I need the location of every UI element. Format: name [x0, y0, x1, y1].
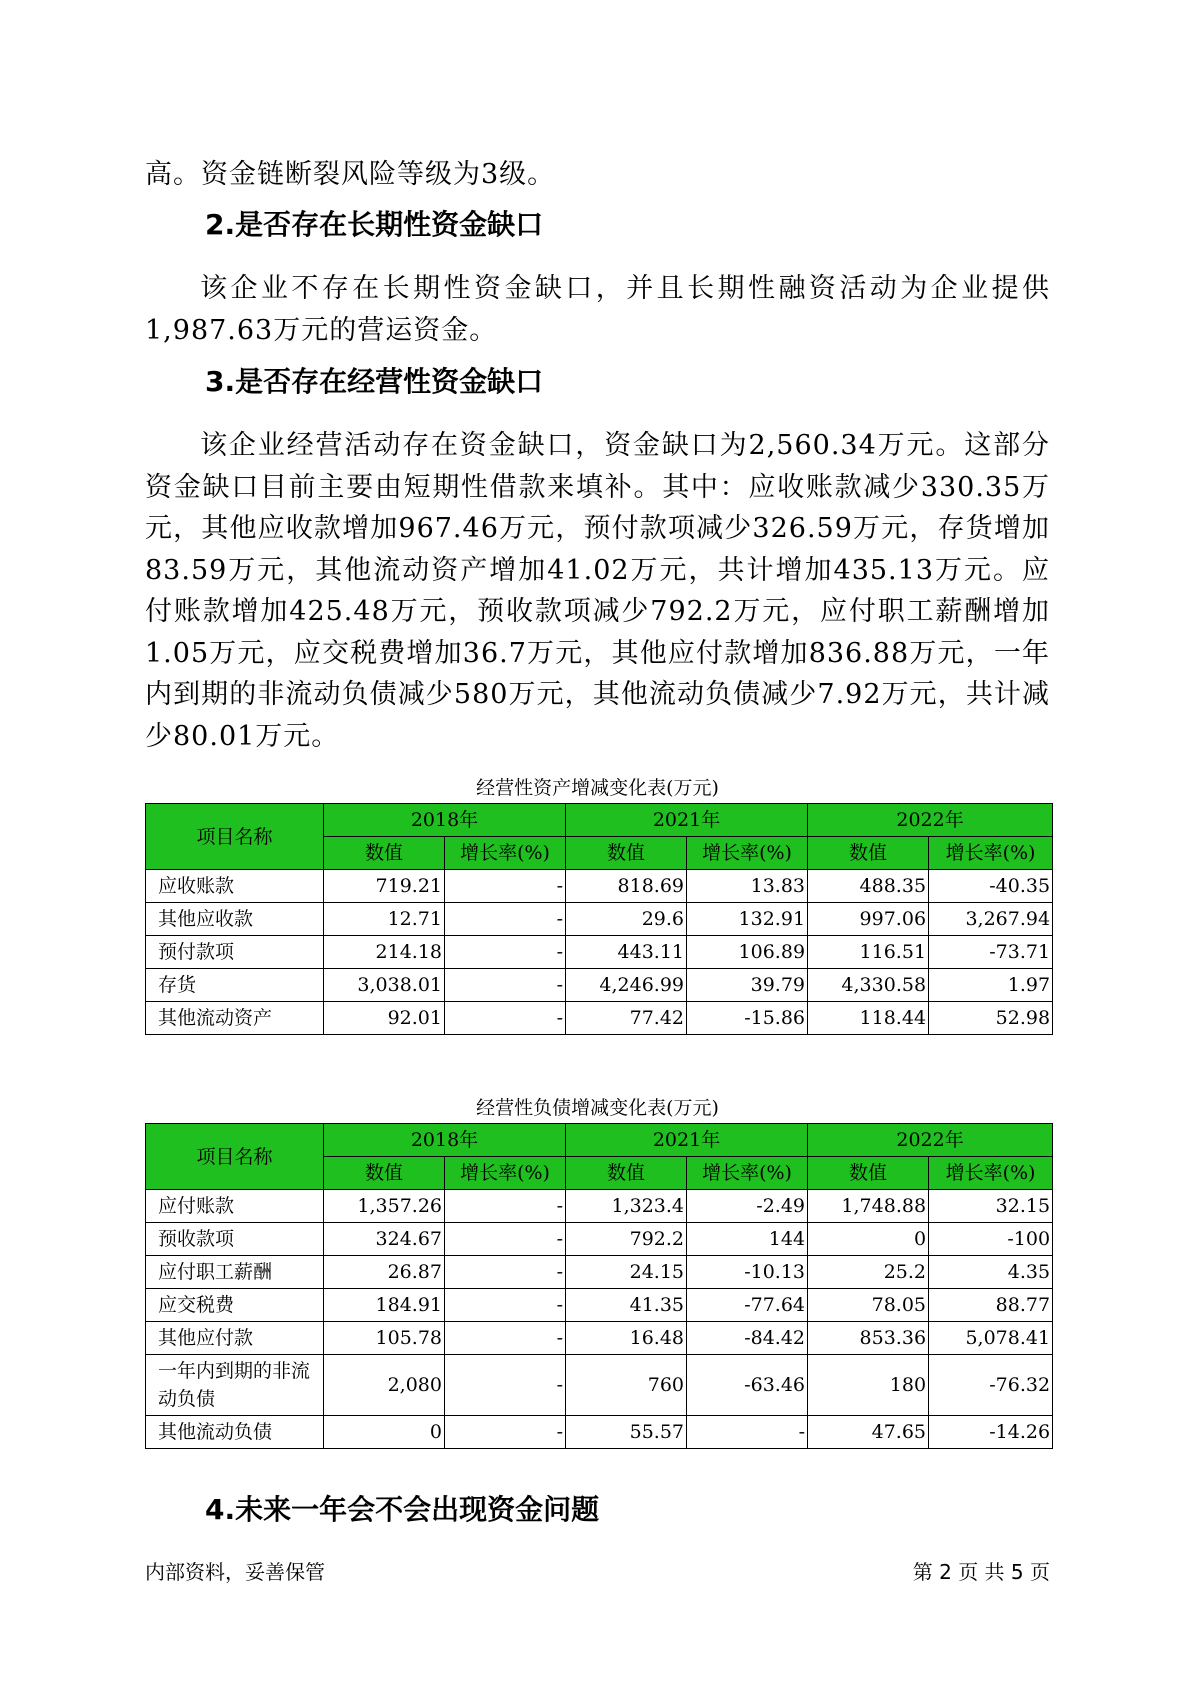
operating-assets-table — [145, 803, 1053, 1035]
value-2022: 0 — [808, 1223, 929, 1256]
growth-2018: - — [445, 1289, 566, 1322]
growth-2021: 106.89 — [687, 936, 808, 969]
value-2021: 55.57 — [566, 1416, 687, 1449]
growth-2018: - — [445, 1002, 566, 1035]
paragraph-operating-gap: 该企业经营活动存在资金缺口，资金缺口为2,560.34万元。这部分资金缺口目前主要由短期性借款来填补。其中：应收账款减少330.35万元，其他应收款增加967.46万元，预付款项减少326.59万元，存货增加83.59万元，其他流动资产增加41.02万元，共计增加435.13万元。应付账款增加425.48万元，预收款项减少792.2万元，应付职工薪酬增加1.05万元，应交税费增加36.7万元，其他应付款增加836.88万元，一年内到期的非流动负债减少580万元，其他流动负债减少7.92万元，共计减少80.01万元。 — [145, 430, 1050, 752]
table-row — [146, 903, 1053, 936]
table-row — [146, 1289, 1053, 1322]
year-header-2022: 2022年 — [808, 1124, 1053, 1157]
footer-confidential-note: 内部资料，妥善保管 — [145, 1560, 325, 1584]
growth-2021: -10.13 — [687, 1256, 808, 1289]
operating-liabilities-table — [145, 1123, 1053, 1449]
row-name: 其他应付款 — [146, 1322, 324, 1355]
growth-2021: -2.49 — [687, 1190, 808, 1223]
row-name: 一年内到期的非流动负债 — [146, 1355, 324, 1416]
growth-2022: 88.77 — [929, 1289, 1053, 1322]
row-name: 预收款项 — [146, 1223, 324, 1256]
value-2018: 12.71 — [324, 903, 445, 936]
growth-2022: -40.35 — [929, 870, 1053, 903]
value-2018: 2,080 — [324, 1355, 445, 1416]
growth-header: 增长率(%) — [687, 1157, 808, 1190]
growth-2018: - — [445, 1223, 566, 1256]
heading-future-funding: 4.未来一年会不会出现资金问题 — [205, 1493, 600, 1526]
value-2022: 1,748.88 — [808, 1190, 929, 1223]
value-2021: 443.11 — [566, 936, 687, 969]
value-2022: 853.36 — [808, 1322, 929, 1355]
value-2018: 92.01 — [324, 1002, 445, 1035]
value-2022: 4,330.58 — [808, 969, 929, 1002]
growth-header: 增长率(%) — [445, 1157, 566, 1190]
row-name: 存货 — [146, 969, 324, 1002]
row-name: 其他应收款 — [146, 903, 324, 936]
row-name: 应交税费 — [146, 1289, 324, 1322]
growth-2018: - — [445, 1355, 566, 1416]
growth-2022: 52.98 — [929, 1002, 1053, 1035]
value-header: 数值 — [324, 1157, 445, 1190]
table-row — [146, 1355, 1053, 1416]
growth-2021: 13.83 — [687, 870, 808, 903]
growth-header: 增长率(%) — [687, 837, 808, 870]
growth-2021: -15.86 — [687, 1002, 808, 1035]
growth-header: 增长率(%) — [929, 1157, 1053, 1190]
growth-2018: - — [445, 969, 566, 1002]
value-2021: 792.2 — [566, 1223, 687, 1256]
value-2018: 184.91 — [324, 1289, 445, 1322]
table-assets-caption: 经营性资产增减变化表(万元) — [476, 777, 719, 799]
table-row — [146, 1256, 1053, 1289]
growth-2018: - — [445, 1416, 566, 1449]
growth-2021: 39.79 — [687, 969, 808, 1002]
table-row — [146, 969, 1053, 1002]
value-2021: 16.48 — [566, 1322, 687, 1355]
value-2018: 719.21 — [324, 870, 445, 903]
value-2021: 77.42 — [566, 1002, 687, 1035]
row-name: 预付款项 — [146, 936, 324, 969]
value-header: 数值 — [324, 837, 445, 870]
growth-2018: - — [445, 1190, 566, 1223]
growth-2022: -76.32 — [929, 1355, 1053, 1416]
growth-2022: -100 — [929, 1223, 1053, 1256]
value-2021: 818.69 — [566, 870, 687, 903]
value-2018: 0 — [324, 1416, 445, 1449]
table-liabilities-caption: 经营性负债增减变化表(万元) — [476, 1097, 719, 1119]
row-name: 应付账款 — [146, 1190, 324, 1223]
value-2022: 180 — [808, 1355, 929, 1416]
growth-2018: - — [445, 1322, 566, 1355]
value-2018: 1,357.26 — [324, 1190, 445, 1223]
row-name: 应收账款 — [146, 870, 324, 903]
paragraph-risk-level: 高。资金链断裂风险等级为3级。 — [145, 159, 556, 190]
growth-2022: 3,267.94 — [929, 903, 1053, 936]
value-2021: 4,246.99 — [566, 969, 687, 1002]
table-row — [146, 1322, 1053, 1355]
growth-2021: -77.64 — [687, 1289, 808, 1322]
growth-2021: - — [687, 1416, 808, 1449]
growth-2018: - — [445, 870, 566, 903]
year-header-2018: 2018年 — [324, 804, 566, 837]
value-2021: 41.35 — [566, 1289, 687, 1322]
value-2022: 25.2 — [808, 1256, 929, 1289]
growth-2022: 5,078.41 — [929, 1322, 1053, 1355]
footer-page-number: 第 2 页 共 5 页 — [912, 1560, 1050, 1584]
row-name: 其他流动资产 — [146, 1002, 324, 1035]
item-name-header: 项目名称 — [146, 804, 324, 870]
value-2022: 116.51 — [808, 936, 929, 969]
item-name-header: 项目名称 — [146, 1124, 324, 1190]
value-header: 数值 — [808, 837, 929, 870]
value-2018: 3,038.01 — [324, 969, 445, 1002]
growth-2022: 32.15 — [929, 1190, 1053, 1223]
growth-2018: - — [445, 936, 566, 969]
value-2021: 1,323.4 — [566, 1190, 687, 1223]
growth-2022: 1.97 — [929, 969, 1053, 1002]
paragraph-long-term-gap: 该企业不存在长期性资金缺口，并且长期性融资活动为企业提供1,987.63万元的营运资金。 — [145, 273, 1050, 346]
growth-2021: 144 — [687, 1223, 808, 1256]
value-header: 数值 — [566, 1157, 687, 1190]
growth-2018: - — [445, 903, 566, 936]
growth-2022: -73.71 — [929, 936, 1053, 969]
heading-long-term-gap: 2.是否存在长期性资金缺口 — [205, 208, 544, 241]
table-row — [146, 1223, 1053, 1256]
table-row — [146, 870, 1053, 903]
value-2018: 105.78 — [324, 1322, 445, 1355]
growth-2021: -63.46 — [687, 1355, 808, 1416]
year-header-2021: 2021年 — [566, 1124, 808, 1157]
growth-2018: - — [445, 1256, 566, 1289]
row-name: 其他流动负债 — [146, 1416, 324, 1449]
year-header-2022: 2022年 — [808, 804, 1053, 837]
value-2018: 26.87 — [324, 1256, 445, 1289]
table-row — [146, 936, 1053, 969]
value-2021: 29.6 — [566, 903, 687, 936]
row-name: 应付职工薪酬 — [146, 1256, 324, 1289]
table-row — [146, 1002, 1053, 1035]
value-2021: 24.15 — [566, 1256, 687, 1289]
value-2018: 214.18 — [324, 936, 445, 969]
value-header: 数值 — [566, 837, 687, 870]
growth-header: 增长率(%) — [445, 837, 566, 870]
value-header: 数值 — [808, 1157, 929, 1190]
value-2022: 118.44 — [808, 1002, 929, 1035]
value-2022: 997.06 — [808, 903, 929, 936]
value-2022: 78.05 — [808, 1289, 929, 1322]
growth-2022: -14.26 — [929, 1416, 1053, 1449]
table-row — [146, 1416, 1053, 1449]
value-2022: 488.35 — [808, 870, 929, 903]
value-2021: 760 — [566, 1355, 687, 1416]
growth-2021: -84.42 — [687, 1322, 808, 1355]
heading-operating-gap: 3.是否存在经营性资金缺口 — [205, 365, 544, 398]
year-header-2021: 2021年 — [566, 804, 808, 837]
growth-2022: 4.35 — [929, 1256, 1053, 1289]
value-2018: 324.67 — [324, 1223, 445, 1256]
growth-2021: 132.91 — [687, 903, 808, 936]
table-row — [146, 1190, 1053, 1223]
year-header-2018: 2018年 — [324, 1124, 566, 1157]
growth-header: 增长率(%) — [929, 837, 1053, 870]
value-2022: 47.65 — [808, 1416, 929, 1449]
